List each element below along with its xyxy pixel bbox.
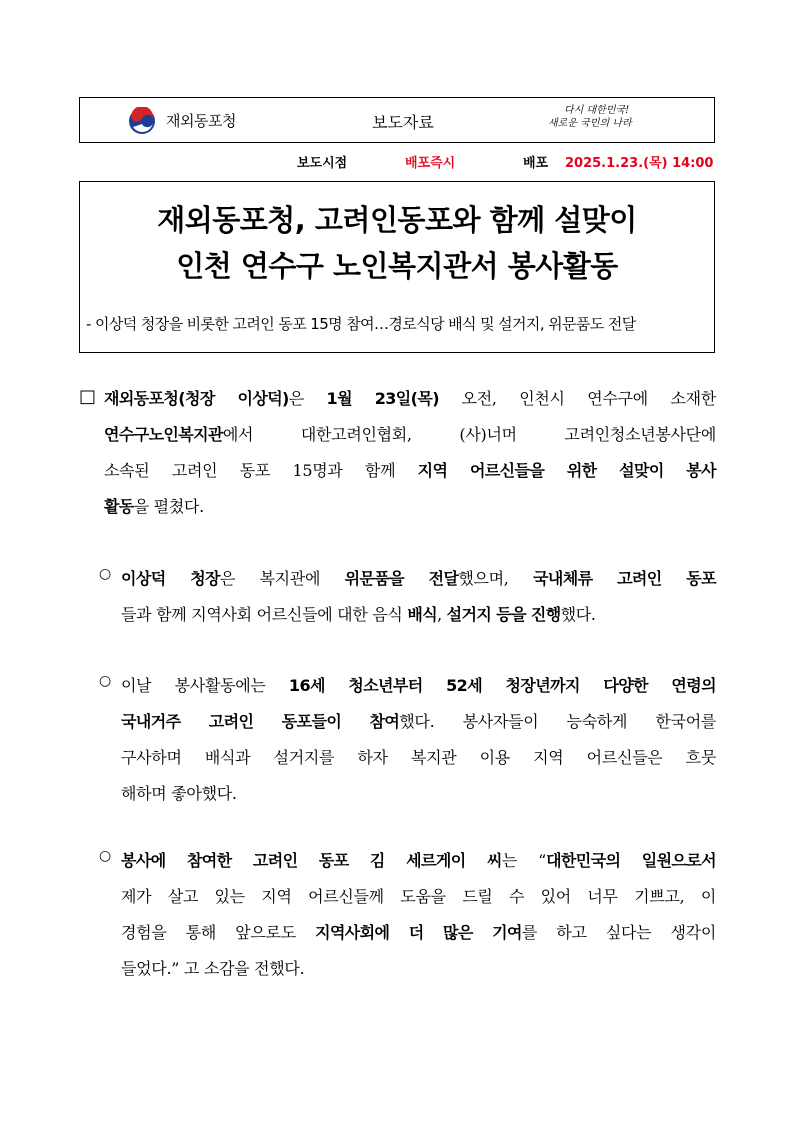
p3-line1 xyxy=(121,668,716,704)
p1-line2 xyxy=(104,417,716,453)
p4-line2 xyxy=(121,879,716,915)
p4-text: 는 “ xyxy=(501,851,547,870)
circle-bullet-icon: ○ xyxy=(99,673,112,689)
p1-bold: 연수구노인복지관 xyxy=(104,425,223,444)
circle-bullet-icon: ○ xyxy=(99,566,112,582)
p3-text: 이날 봉사활동에는 xyxy=(121,676,289,695)
p3-line2 xyxy=(121,704,716,740)
taegeuk-logo-icon xyxy=(128,107,156,135)
p2-text: 들과 함께 지역사회 어르신들에 대한 음식 xyxy=(121,605,408,624)
release-dist-value: 2025.1.23.(목) 14:00 xyxy=(565,156,714,171)
p4-bold: 지역사회에 더 많은 기여 xyxy=(315,923,522,942)
title-box xyxy=(79,181,715,353)
square-bullet-icon: □ xyxy=(79,386,97,407)
slogan-line2: 새로운 국민의 나라 xyxy=(548,118,632,129)
p1-bold: 활동 xyxy=(104,497,134,516)
p1-line1 xyxy=(104,381,716,417)
p4-line3 xyxy=(121,915,716,951)
p2-bold: 이상덕 청장 xyxy=(121,569,220,588)
p4-text: 경험을 통해 앞으로도 xyxy=(121,923,316,942)
paragraph-2 xyxy=(121,561,716,633)
p3-bold: 16세 청소년부터 52세 청장년까지 다양한 연령의 xyxy=(288,676,716,695)
paragraph-4 xyxy=(121,843,716,987)
doc-type: 보도자료 xyxy=(372,113,434,132)
p1-line4 xyxy=(104,489,716,525)
p1-text: 에서 대한고려인협회, (사)너머 고려인청소년봉사단에 xyxy=(222,425,716,444)
p1-bold: 재외동포청(청장 이상덕) xyxy=(104,389,289,408)
p3-bold: 국내거주 고려인 동포들이 참여 xyxy=(121,712,400,731)
circle-bullet-icon: ○ xyxy=(99,848,112,864)
p1-text: 소속된 고려인 동포 15명과 함께 xyxy=(104,461,418,480)
p4-line1 xyxy=(121,843,716,879)
headline-line2: 인천 연수구 노인복지관서 봉사활동 xyxy=(176,249,618,283)
org-name: 재외동포청 xyxy=(166,112,236,130)
release-dist-label: 배포 xyxy=(523,156,549,171)
release-time-label: 보도시점 xyxy=(297,156,348,171)
p2-line2 xyxy=(121,597,716,633)
p2-line1 xyxy=(121,561,716,597)
p2-bold: 설거지 등을 진행 xyxy=(446,605,561,624)
p1-text: 은 xyxy=(288,389,327,408)
header-box xyxy=(79,97,715,143)
p4-bold: 대한민국의 일원으로서 xyxy=(546,851,717,870)
p2-text: 했다. xyxy=(560,605,596,624)
p3-text: 해하며 좋아했다. xyxy=(121,784,237,803)
p4-line4 xyxy=(121,951,716,987)
subtitle: - 이상덕 청장을 비롯한 고려인 동포 15명 참여…경로식당 배식 및 설거지, 위문품도 전달 xyxy=(86,315,636,333)
p2-bold: 위문품을 전달 xyxy=(344,569,459,588)
p1-bold: 1월 23일(목) xyxy=(326,389,439,408)
paragraph-3 xyxy=(121,668,716,812)
p3-line4 xyxy=(121,776,716,812)
p3-line3 xyxy=(121,740,716,776)
slogan xyxy=(548,104,632,130)
p3-text: 했다. 봉사자들이 능숙하게 한국어를 xyxy=(399,712,716,731)
p1-bold: 지역 어르신들을 위한 설맞이 봉사 xyxy=(417,461,716,480)
paragraph-1 xyxy=(104,381,716,525)
p2-text: 했으며, xyxy=(458,569,534,588)
p4-text: 들었다.” 고 소감을 전했다. xyxy=(121,959,305,978)
p1-line3 xyxy=(104,453,716,489)
slogan-line1: 다시 대한민국! xyxy=(564,105,630,116)
p2-text: 은 복지관에 xyxy=(219,569,345,588)
p2-text: , xyxy=(437,605,447,624)
p4-text: 를 하고 싶다는 생각이 xyxy=(521,923,716,942)
p4-bold: 봉사에 참여한 고려인 동포 김 세르게이 씨 xyxy=(121,851,502,870)
p4-text: 제가 살고 있는 지역 어르신들께 도움을 드릴 수 있어 너무 기쁘고, 이 xyxy=(121,887,716,906)
headline-line1: 재외동포청, 고려인동포와 함께 설맞이 xyxy=(157,203,637,237)
release-time-value: 배포즉시 xyxy=(405,156,456,171)
p1-text: 오전, 인천시 연수구에 소재한 xyxy=(438,389,716,408)
p1-text: 을 펼쳤다. xyxy=(133,497,204,516)
p2-bold: 배식 xyxy=(407,605,438,624)
p2-bold: 국내체류 고려인 동포 xyxy=(533,569,716,588)
p3-text: 구사하며 배식과 설거지를 하자 복지관 이용 지역 어르신들은 흐뭇 xyxy=(121,748,716,767)
